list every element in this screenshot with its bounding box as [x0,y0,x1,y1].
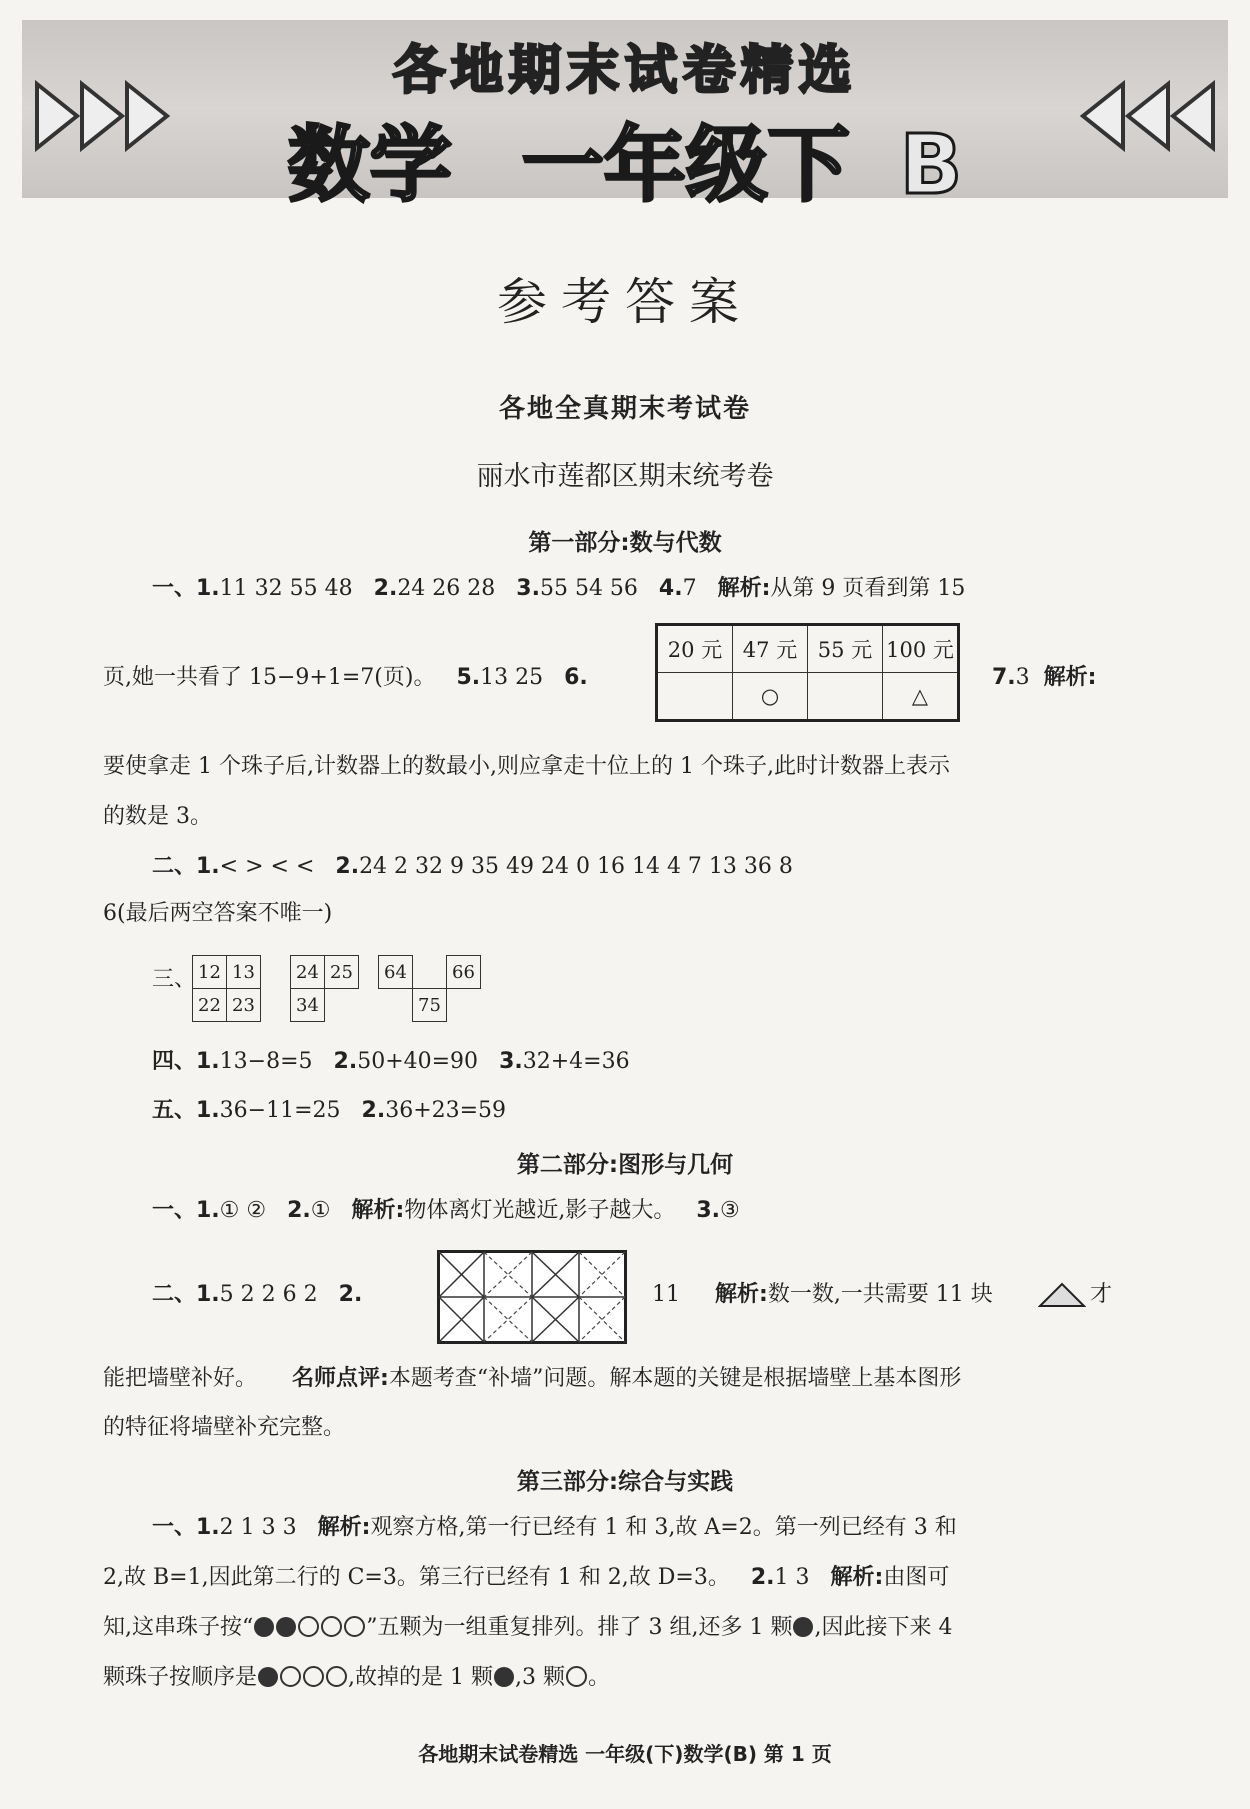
white-bead-icon [344,1616,365,1637]
answer-line: 11 解析:数一数,一共需要 11 块 [652,1282,993,1307]
answer-line: 的特征将墙壁补充完整。 [103,1415,346,1440]
triangle-tile-icon [1038,1282,1086,1308]
black-bead-icon [254,1617,274,1637]
black-bead-icon [276,1617,296,1637]
money-table [655,623,960,722]
money-mark: △ [883,673,959,721]
answer-line: 一、1.11 32 55 48 2.24 26 28 3.55 54 56 4.7 解析:从第 9 页看到第 15 [152,576,966,601]
grid-cell: 24 [291,956,325,989]
grade: 一年级下 [521,118,850,213]
answer-line: 二、1.< > < < 2.24 2 32 9 35 49 24 0 16 14 4 7 13 36 8 [152,854,793,879]
part2-heading: 第二部分:图形与几何 [516,1152,734,1178]
page-title: 参考答案 [497,273,753,331]
answer-line: 能把墙壁补好。 名师点评:本题考查“补墙”问题。解本题的关键是根据墙壁上基本图形 [103,1366,962,1391]
white-bead-icon [303,1666,324,1687]
black-bead-icon [258,1667,278,1687]
answer-line: 6(最后两空答案不唯一) [103,901,333,926]
money-header: 47 元 [733,625,808,673]
grid-cell: 75 [413,989,447,1022]
white-bead-icon [298,1616,319,1637]
white-bead-icon [326,1666,347,1687]
series-title: 各地期末试卷精选 [392,41,857,101]
grid-cell [447,989,481,1022]
money-mark: ○ [733,673,808,721]
exam-name: 丽水市莲都区期末统考卷 [476,461,774,492]
money-mark [657,673,733,721]
white-bead-icon [280,1666,301,1687]
edition: B [899,118,963,213]
grid-cell [413,956,447,989]
grid-cell: 12 [193,956,227,989]
black-bead-icon [494,1667,514,1687]
grid-cell [379,989,413,1022]
grid-cell [325,989,359,1022]
answer-line: 四、1.13−8=5 2.50+40=90 3.32+4=36 [152,1049,630,1074]
header-banner [22,20,1228,213]
number-grid [290,955,359,1022]
grid-cell: 23 [227,989,261,1022]
answer-line: 一、1.2 1 3 3 解析:观察方格,第一行已经有 1 和 3,故 A=2。第一列已经有 3 和 [152,1515,957,1540]
money-header: 55 元 [808,625,883,673]
wall-pattern-figure [437,1250,627,1344]
analysis-line: 的数是 3。 [103,804,212,829]
grid-cell: 34 [291,989,325,1022]
subject: 数学 [287,118,452,213]
part3-heading: 第三部分:综合与实践 [516,1469,734,1495]
section-label: 三、 [152,967,197,992]
money-header: 20 元 [657,625,733,673]
answer-line: 一、1.① ② 2.① 解析:物体离灯光越近,影子越大。 3.③ [152,1198,740,1223]
answer-line: 五、1.36−11=25 2.36+23=59 [152,1098,507,1123]
analysis-line: 要使拿走 1 个珠子后,计数器上的数最小,则应拿走十位上的 1 个珠子,此时计数器上表示 [103,754,950,779]
answer-line: 才 [1090,1282,1113,1307]
part1-heading: 第一部分:数与代数 [528,530,722,556]
money-header: 100 元 [883,625,959,673]
grid-cell: 25 [325,956,359,989]
black-bead-icon [793,1617,813,1637]
page-footer: 各地期末试卷精选 一年级(下)数学(B) 第 1 页 [418,1742,832,1766]
number-grid [378,955,481,1022]
subject-grade-title [22,100,1228,217]
answer-line: 页,她一共看了 15−9+1=7(页)。 5.13 25 6. [103,665,588,690]
number-grid [192,955,261,1022]
answer-line: 2,故 B=1,因此第二行的 C=3。第三行已经有 1 和 2,故 D=3。 2.1 3 解析:由图可 [103,1565,950,1590]
grid-cell: 64 [379,956,413,989]
section-subtitle: 各地全真期末考试卷 [498,394,751,424]
grid-cell: 13 [227,956,261,989]
answer-line: 7.3 解析: [992,665,1097,690]
answer-line: 二、1.5 2 2 6 2 2. [152,1282,363,1307]
grid-cell: 22 [193,989,227,1022]
answer-line: 颗珠子按顺序是 ,故掉的是 1 颗 ,3 颗 。 [103,1665,610,1690]
white-bead-icon [321,1616,342,1637]
answer-line: 知,这串珠子按“ ”五颗为一组重复排列。排了 3 组,还多 1 颗 ,因此接下来 4 [103,1615,953,1640]
white-bead-icon [566,1666,587,1687]
grid-cell: 66 [447,956,481,989]
money-mark [808,673,883,721]
